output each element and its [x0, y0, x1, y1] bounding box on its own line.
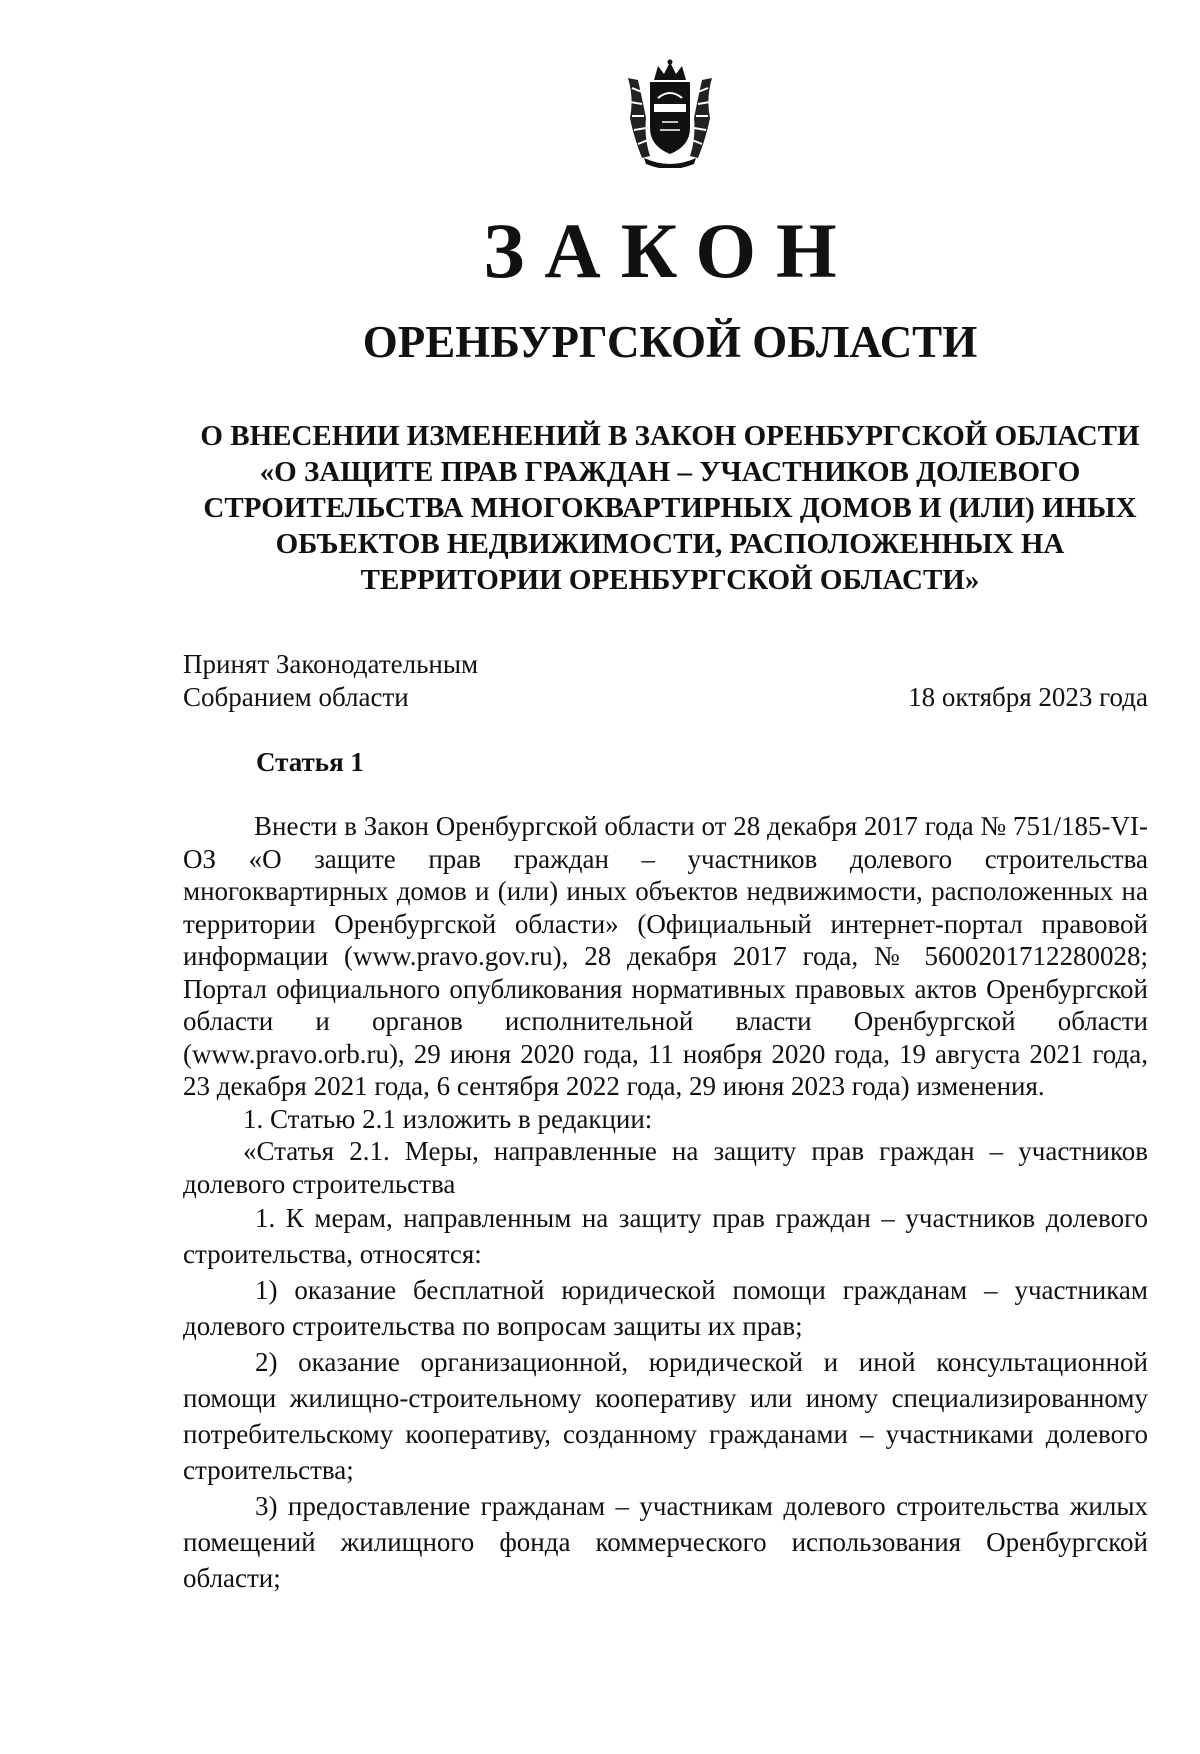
adoption-date: 18 октября 2023 года [908, 682, 1148, 712]
paragraph: 2) оказание организационной, юридической и иной консультационной помощи жилищно-строительному кооперативу или иному специализированному потребительскому кооперативу, созданному гражданами – участниками долевого строительства; [183, 1347, 1148, 1485]
heading-line: О ВНЕСЕНИИ ИЗМЕНЕНИЙ В ЗАКОН ОРЕНБУРГСКОЙ ОБЛАСТИ [200, 420, 1140, 452]
heading-line: СТРОИТЕЛЬСТВА МНОГОКВАРТИРНЫХ ДОМОВ И (ИЛИ) ИНЫХ [203, 492, 1137, 524]
coat-of-arms-icon [624, 58, 716, 168]
heading-line: ТЕРРИТОРИИ ОРЕНБУРГСКОЙ ОБЛАСТИ» [360, 564, 980, 596]
heading-line: ОБЪЕКТОВ НЕДВИЖИМОСТИ, РАСПОЛОЖЕННЫХ НА [275, 528, 1065, 560]
document-title: ЗАКОН [483, 207, 857, 294]
law-heading [160, 418, 1180, 598]
adoption-info [183, 648, 478, 714]
paragraph: 1. Статью 2.1 изложить в редакции: [243, 1103, 653, 1134]
document-subtitle: ОРЕНБУРГСКОЙ ОБЛАСТИ [362, 317, 978, 367]
paragraph: 3) предоставление гражданам – участникам долевого строительства жилых помещений жилищного фонда коммерческого использования Оренбургской области; [183, 1491, 1148, 1593]
paragraph: «Статья 2.1. Меры, направленные на защиту прав граждан – участников долевого строительства [183, 1136, 1148, 1199]
paragraph: 1) оказание бесплатной юридической помощи гражданам – участникам долевого строительства по вопросам защиты их прав; [183, 1275, 1148, 1341]
article-body [183, 810, 1148, 1596]
adopted-by-line: Принят Законодательным [183, 649, 479, 679]
paragraph: Внести в Закон Оренбургской области от 28 декабря 2017 года № 751/185-VI-ОЗ «О защите прав граждан – участников долевого строительства многоквартирных домов и (или) иных объектов недвижимости, расположенных на территории Оренбургской области» (Официальный интернет-портал правовой информации (www.pravo.gov.ru), 28 декабря 2017 года, № 5600201712280028; Портал официального опубликования нормативных правовых актов Оренбургской области и органов исполнительной власти Оренбургской области (www.pravo.orb.ru), 29 июня 2020 года, 11 ноября 2020 года, 19 августа 2021 года, 23 декабря 2021 года, 6 сентября 2022 года, 29 июня 2023 года) изменения. [183, 811, 1148, 1101]
paragraph: 1. К мерам, направленным на защиту прав граждан – участников долевого строительства, относятся: [183, 1203, 1148, 1269]
adopted-by-line: Собранием области [183, 682, 409, 712]
heading-line: «О ЗАЩИТЕ ПРАВ ГРАЖДАН – УЧАСТНИКОВ ДОЛЕВОГО [259, 456, 1081, 488]
article-title: Статья 1 [256, 747, 364, 777]
